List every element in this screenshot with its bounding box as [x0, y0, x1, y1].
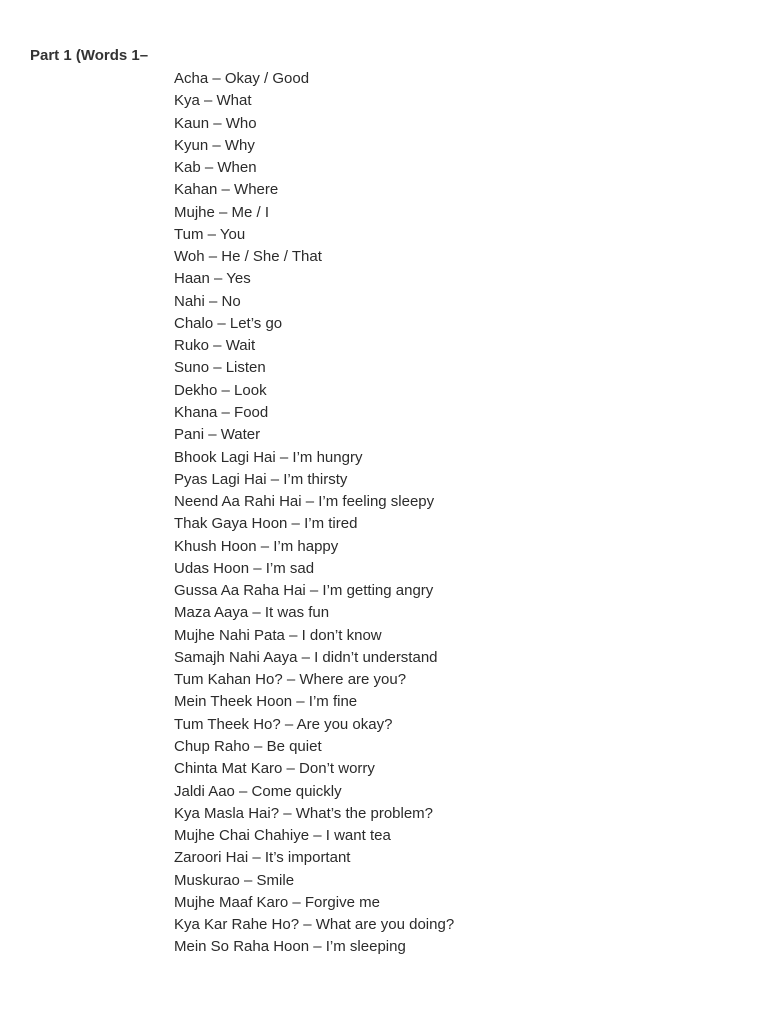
list-item-text: Mujhe Maaf Karo – Forgive me	[174, 893, 380, 911]
list-item-text: Suno – Listen	[174, 359, 266, 377]
document-title: Part 1 (Words 1–	[30, 47, 149, 64]
list-item-text: Thak Gaya Hoon – I’m tired	[174, 515, 358, 533]
list-item-text: Mujhe – Me / I	[174, 203, 270, 221]
list-item-text: Kyun – Why	[174, 136, 255, 154]
list-item-text: Kya Kar Rahe Ho? – What are you doing?	[174, 916, 455, 934]
list-item-text: Udas Hoon – I’m sad	[174, 559, 315, 577]
list-item-text: Haan – Yes	[174, 270, 251, 288]
list-item-text: Mein Theek Hoon – I’m fine	[174, 693, 358, 711]
list-item-text: Chup Raho – Be quiet	[174, 737, 322, 755]
list-item-text: Zaroori Hai – It’s important	[174, 849, 351, 867]
list-item-text: Muskurao – Smile	[174, 871, 295, 889]
list-item-text: Pyas Lagi Hai – I’m thirsty	[174, 470, 348, 488]
list-item-text: Tum – You	[174, 225, 246, 243]
list-item-text: Kab – When	[174, 159, 257, 177]
list-item-text: Dekho – Look	[174, 381, 267, 399]
list-item-text: Samajh Nahi Aaya – I didn’t understand	[174, 648, 438, 666]
list-item-text: Mein So Raha Hoon – I’m sleeping	[174, 938, 406, 956]
list-item-text: Khush Hoon – I’m happy	[174, 537, 339, 555]
list-item-text: Bhook Lagi Hai – I’m hungry	[174, 448, 363, 466]
list-item-text: Gussa Aa Raha Hai – I’m getting angry	[174, 582, 434, 600]
list-item-text: Kahan – Where	[174, 181, 279, 199]
list-item-text: Maza Aaya – It was fun	[174, 604, 330, 622]
list-item-text: Tum Theek Ho? – Are you okay?	[174, 715, 393, 733]
list-item-text: Mujhe Chai Chahiye – I want tea	[174, 827, 391, 845]
list-item-text: Tum Kahan Ho? – Where are you?	[174, 671, 407, 689]
list-item-text: Chalo – Let’s go	[174, 314, 283, 332]
list-item-text: Acha – Okay / Good	[174, 70, 310, 87]
list-item-text: Kya Masla Hai? – What’s the problem?	[174, 804, 434, 822]
list-item-text: Kaun – Who	[174, 114, 257, 132]
list-item-text: Kya – What	[174, 92, 252, 110]
list-item-text: Jaldi Aao – Come quickly	[174, 782, 342, 800]
list-item-text: Ruko – Wait	[174, 337, 256, 355]
list-item-text: Chinta Mat Karo – Don’t worry	[174, 760, 375, 778]
list-item-text: Nahi – No	[174, 292, 241, 310]
list-item-text: Neend Aa Rahi Hai – I’m feeling sleepy	[174, 493, 435, 511]
list-item-text: Pani – Water	[174, 426, 261, 444]
list-item-text: Woh – He / She / That	[174, 248, 322, 266]
list-item-text: Khana – Food	[174, 403, 269, 421]
list-item-text: Mujhe Nahi Pata – I don’t know	[174, 626, 382, 644]
